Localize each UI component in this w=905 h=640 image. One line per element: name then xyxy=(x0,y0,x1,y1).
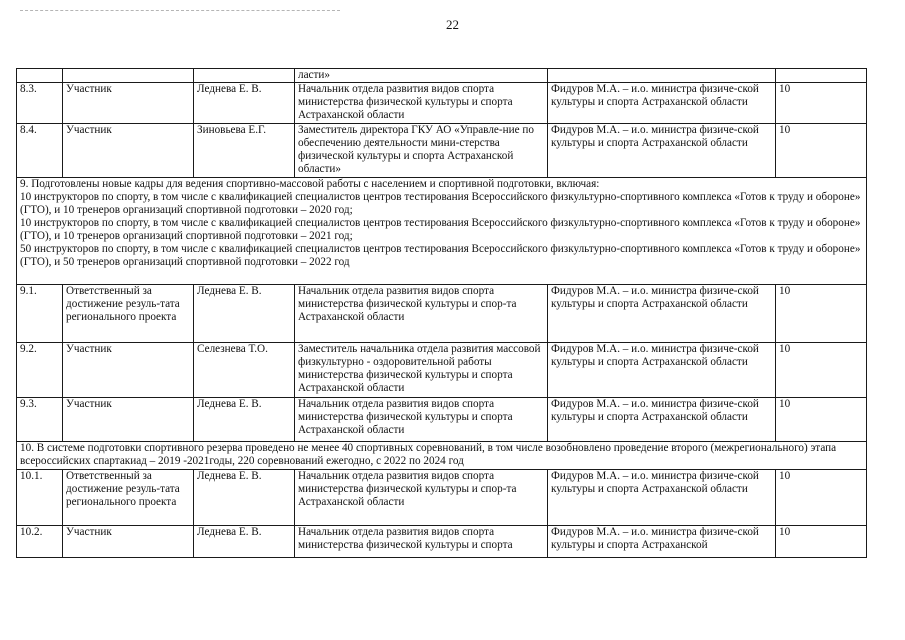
cell-position: ласти» xyxy=(295,69,548,83)
table-row xyxy=(17,285,867,343)
cell-name: Леднева Е. В. xyxy=(194,526,295,558)
cell-percent: 10 xyxy=(776,398,867,442)
cell-num: 10.2. xyxy=(17,526,63,558)
cell-percent: 10 xyxy=(776,343,867,398)
cell-role: Участник xyxy=(63,83,194,124)
table-row xyxy=(17,526,867,558)
table-row xyxy=(17,398,867,442)
cell-role: Участник xyxy=(63,343,194,398)
table-row xyxy=(17,343,867,398)
cell-head: Фидуров М.А. – и.о. министра физиче-ской культуры и спорта Астраханской области xyxy=(548,124,776,178)
responsibility-table xyxy=(16,68,867,558)
cell-num: 9.1. xyxy=(17,285,63,343)
cell-role: Ответственный за достижение резуль-тата регионального проекта xyxy=(63,285,194,343)
cell-percent xyxy=(776,69,867,83)
table-section-row xyxy=(17,178,867,285)
section-text xyxy=(17,178,867,285)
cell-role: Участник xyxy=(63,398,194,442)
cell-num: 9.2. xyxy=(17,343,63,398)
cell-head xyxy=(548,69,776,83)
cell-name: Леднева Е. В. xyxy=(194,470,295,526)
cell-role: Ответственный за достижение резуль-тата регионального проекта xyxy=(63,470,194,526)
cell-percent: 10 xyxy=(776,526,867,558)
cell-num: 9.3. xyxy=(17,398,63,442)
cell-position: Начальник отдела развития видов спорта министерства физической культуры и спорта Астраханской области xyxy=(295,398,548,442)
cell-head: Фидуров М.А. – и.о. министра физиче-ской культуры и спорта Астраханской xyxy=(548,526,776,558)
table-section-row xyxy=(17,442,867,470)
cell-role: Участник xyxy=(63,124,194,178)
section-text-line: 10. В системе подготовки спортивного резерва проведено не менее 40 спортивных соревнований, в том числе возобновлено проведение второго (межрегионального) этапа всероссийских спартакиад – 2019 -2021годы, 220 соревнований ежегодно, с 2022 по 2024 год xyxy=(20,442,837,467)
cell-num: 8.4. xyxy=(17,124,63,178)
scan-header-rule xyxy=(20,10,340,11)
cell-name: Леднева Е. В. xyxy=(194,398,295,442)
cell-num: 8.3. xyxy=(17,83,63,124)
cell-num xyxy=(17,69,63,83)
cell-name: Селезнева Т.О. xyxy=(194,343,295,398)
cell-role: Участник xyxy=(63,526,194,558)
table-row-continuation xyxy=(17,69,867,83)
table-row xyxy=(17,83,867,124)
section-text-line: 50 инструкторов по спорту, в том числе с квалификацией специалистов центров тестирования Всероссийского физкультурно-спортивного комплекса «Готов к труду и обороне» (ГТО), и 50 тренеров организаций спортивной подготовки – 2022 год xyxy=(20,243,861,268)
section-text-line: 10 инструкторов по спорту, в том числе с квалификацией специалистов центров тестирования Всероссийского физкультурно-спортивного комплекса «Готов к труду и обороне» (ГТО), и 10 тренеров организаций спортивной подготовки – 2021 год; xyxy=(20,217,861,242)
section-text xyxy=(17,442,867,470)
cell-percent: 10 xyxy=(776,470,867,526)
section-text-line: 9. Подготовлены новые кадры для ведения спортивно-массовой работы с населением и спортивной подготовки, включая: xyxy=(20,178,600,190)
cell-percent: 10 xyxy=(776,83,867,124)
cell-name xyxy=(194,69,295,83)
table-row xyxy=(17,124,867,178)
cell-name: Леднева Е. В. xyxy=(194,83,295,124)
cell-name: Зиновьева Е.Г. xyxy=(194,124,295,178)
cell-num: 10.1. xyxy=(17,470,63,526)
page-number: 22 xyxy=(446,17,459,32)
cell-position: Начальник отдела развития видов спорта министерства физической культуры и спорта xyxy=(295,526,548,558)
cell-position: Начальник отдела развития видов спорта министерства физической культуры и спор-та Астраханской области xyxy=(295,285,548,343)
cell-head: Фидуров М.А. – и.о. министра физиче-ской культуры и спорта Астраханской области xyxy=(548,285,776,343)
table-row xyxy=(17,470,867,526)
cell-position: Начальник отдела развития видов спорта министерства физической культуры и спорта Астраханской области xyxy=(295,83,548,124)
section-text-line: 10 инструкторов по спорту, в том числе с квалификацией специалистов центров тестирования Всероссийского физкультурно-спортивного комплекса «Готов к труду и обороне» (ГТО), и 10 тренеров организаций спортивной подготовки – 2020 год; xyxy=(20,191,861,216)
cell-head: Фидуров М.А. – и.о. министра физиче-ской культуры и спорта Астраханской области xyxy=(548,83,776,124)
cell-head: Фидуров М.А. – и.о. министра физиче-ской культуры и спорта Астраханской области xyxy=(548,470,776,526)
cell-position: Начальник отдела развития видов спорта министерства физической культуры и спор-та Астраханской области xyxy=(295,470,548,526)
cell-head: Фидуров М.А. – и.о. министра физиче-ской культуры и спорта Астраханской области xyxy=(548,398,776,442)
cell-position: Заместитель директора ГКУ АО «Управле-ние по обеспечению деятельности мини-стерства физической культуры и спорта Астраханской области» xyxy=(295,124,548,178)
cell-role xyxy=(63,69,194,83)
cell-percent: 10 xyxy=(776,285,867,343)
cell-position: Заместитель начальника отдела развития массовой физкультурно - оздоровительной работы министерства физической культуры и спорта Астраханской области xyxy=(295,343,548,398)
cell-head: Фидуров М.А. – и.о. министра физиче-ской культуры и спорта Астраханской области xyxy=(548,343,776,398)
cell-name: Леднева Е. В. xyxy=(194,285,295,343)
cell-percent: 10 xyxy=(776,124,867,178)
